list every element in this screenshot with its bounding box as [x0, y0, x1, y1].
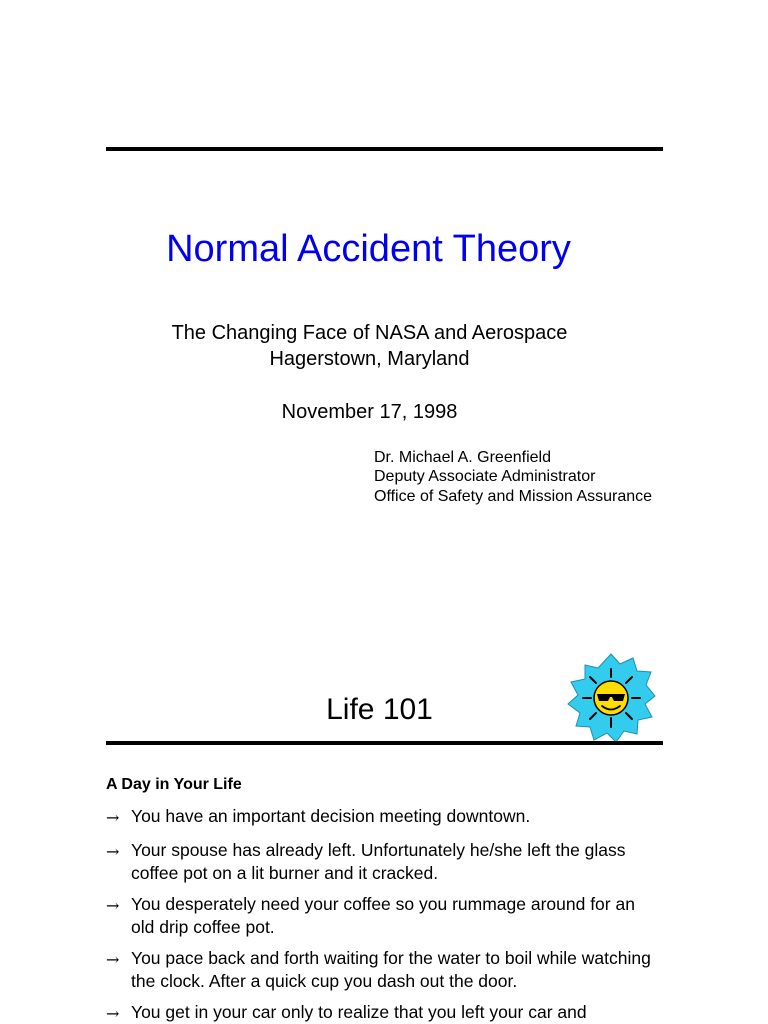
arrow-right-icon: →: [106, 842, 120, 861]
bullet-text: You desperately need your coffee so you rummage around for an old drip coffee pot.: [131, 894, 635, 937]
presentation-date: November 17, 1998: [281, 401, 458, 423]
section-divider: [106, 741, 663, 745]
list-item: [106, 947, 651, 992]
list-item: [106, 805, 651, 830]
bullet-text: You have an important decision meeting downtown.: [131, 806, 531, 826]
conference-location: Hagerstown, Maryland: [269, 348, 470, 370]
conference-name: The Changing Face of NASA and Aerospace: [171, 322, 568, 344]
list-item: [106, 893, 651, 938]
author-office: Office of Safety and Mission Assurance: [374, 488, 653, 505]
bullet-text: Your spouse has already left. Unfortunately he/she left the glass coffee pot on a lit burner and it cracked.: [131, 840, 626, 883]
author-role: Deputy Associate Administrator: [374, 468, 596, 485]
arrow-right-icon: →: [106, 808, 120, 827]
bullet-list: [106, 805, 651, 1024]
arrow-right-icon: →: [106, 896, 120, 915]
arrow-right-icon: →: [106, 1004, 120, 1023]
bullet-text: You get in your car only to realize that you left your car and: [131, 1002, 587, 1022]
slide-title: Life 101: [326, 693, 433, 726]
presentation-title: Normal Accident Theory: [166, 228, 571, 270]
list-item: [106, 839, 651, 884]
top-divider: [106, 147, 663, 151]
arrow-right-icon: →: [106, 950, 120, 969]
sun-with-sunglasses-icon: [566, 652, 656, 744]
section-heading: A Day in Your Life: [106, 776, 242, 793]
list-item: [106, 1001, 651, 1024]
bullet-text: You pace back and forth waiting for the water to boil while watching the clock. After a quick cup you dash out the door.: [131, 948, 651, 991]
author-name: Dr. Michael A. Greenfield: [374, 449, 551, 466]
